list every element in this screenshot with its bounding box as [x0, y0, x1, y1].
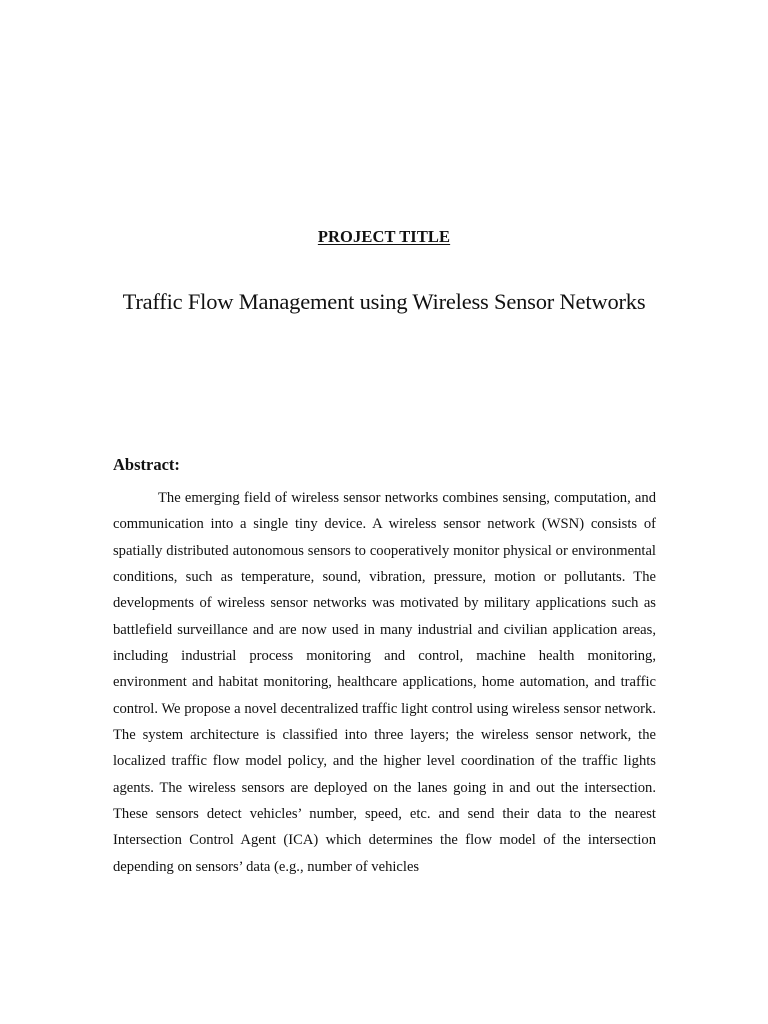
document-title: Traffic Flow Management using Wireless Sensor Networks [122, 289, 646, 314]
abstract-heading: Abstract: [113, 455, 180, 474]
abstract-paragraph: The emerging field of wireless sensor networks combines sensing, computation, and communication into a single tiny device. A wireless sensor network (WSN) consists of spatially distributed autonomous sensors to cooperatively monitor physical or environmental conditions, such as temperature, sound, vibration, pressure, motion or pollutants. The developments of wireless sensor networks was motivated by military applications such as battlefield surveillance and are now used in many industrial and civilian application areas, including industrial process monitoring and control, machine health monitoring, environment and habitat monitoring, healthcare applications, home automation, and traffic control. We propose a novel decentralized traffic light control using wireless sensor network. The system architecture is classified into three layers; the wireless sensor network, the localized traffic flow model policy, and the higher level coordination of the traffic lights agents. The wireless sensors are deployed on the lanes going in and out the intersection. These sensors detect vehicles’ number, speed, etc. and send their data to the nearest Intersection Control Agent (ICA) which determines the flow model of the intersection depending on sensors’ data (e.g., number of vehicles [113, 490, 656, 875]
project-title-heading: PROJECT TITLE [317, 227, 451, 246]
